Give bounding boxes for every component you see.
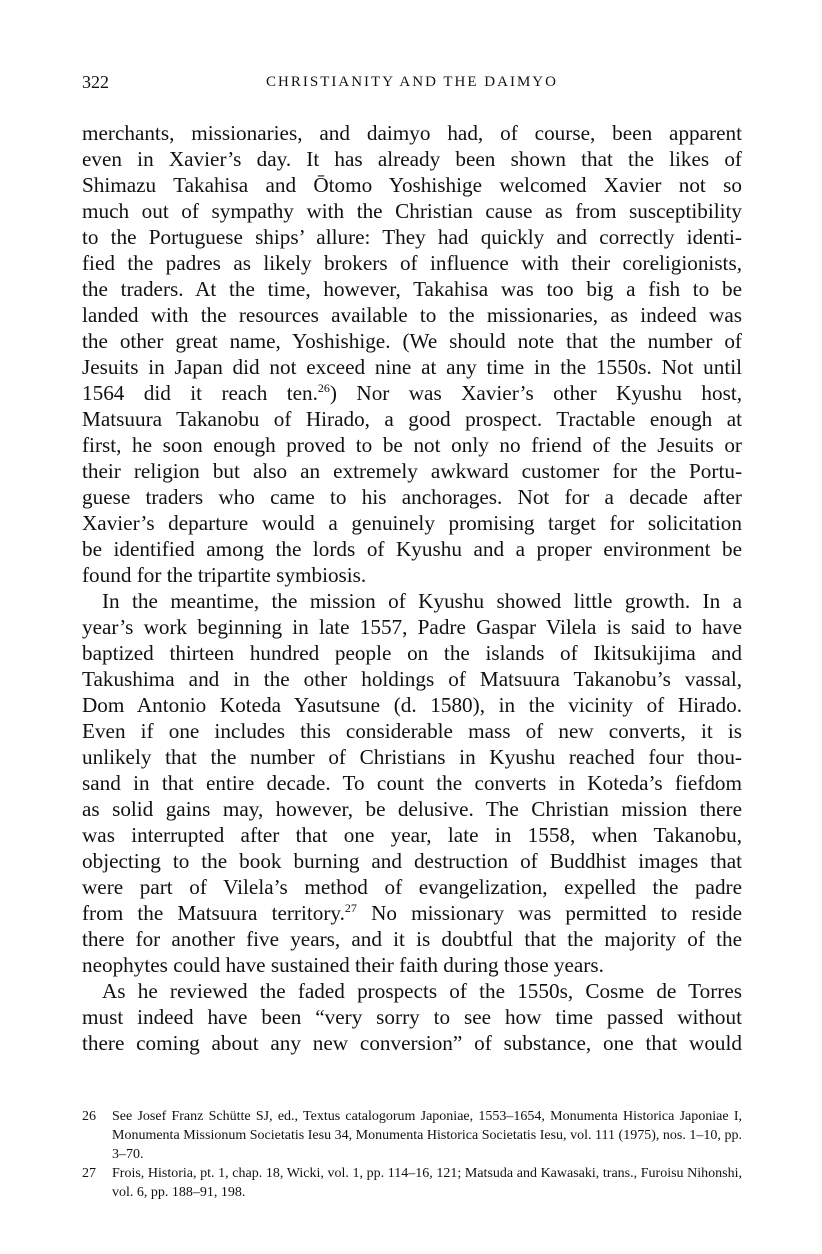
- text-line: objecting to the book burning and destruction of Buddhist images that: [82, 849, 742, 873]
- text-line: there coming about any new conversion” of substance, one that would: [82, 1031, 742, 1055]
- footnote-number: 27: [82, 1166, 96, 1181]
- text-line: be identified among the lords of Kyushu and a proper environment be: [82, 537, 742, 561]
- footnote-ref: 27: [344, 901, 357, 915]
- text-line: neophytes could have sustained their faith during those years.: [82, 953, 604, 977]
- text-line: Xavier’s departure would a genuinely promising target for solicitation: [82, 511, 742, 535]
- text-segment: No missionary was permitted to reside: [356, 901, 742, 925]
- footnotes: [82, 1107, 742, 1202]
- footnote-number: 26: [82, 1109, 96, 1124]
- text-line: their religion but also an extremely awkward customer for the Portu-: [82, 459, 742, 483]
- text-line: Takushima and in the other holdings of Matsuura Takanobu’s vassal,: [82, 667, 742, 691]
- text-line: first, he soon enough proved to be not only no friend of the Jesuits or: [82, 433, 742, 457]
- text-line: Shimazu Takahisa and Ōtomo Yoshishige welcomed Xavier not so: [82, 173, 742, 197]
- text-line: to the Portuguese ships’ allure: They had quickly and correctly identi-: [82, 225, 742, 249]
- footnote-ref: 26: [317, 381, 330, 395]
- text-line: found for the tripartite symbiosis.: [82, 563, 367, 587]
- text-line-with-note: [82, 900, 742, 926]
- text-line-with-note: [82, 380, 742, 406]
- text-line: Even if one includes this considerable mass of new converts, it is: [82, 719, 742, 743]
- body-text: [82, 120, 742, 1056]
- text-line: there for another five years, and it is doubtful that the majority of the: [82, 927, 742, 951]
- text-line: as solid gains may, however, be delusive. The Christian mission there: [82, 797, 742, 821]
- text-line: were part of Vilela’s method of evangelization, expelled the padre: [82, 875, 742, 899]
- text-segment: 1564 did it reach ten.: [82, 381, 318, 405]
- text-line: sand in that entire decade. To count the converts in Koteda’s fiefdom: [82, 771, 742, 795]
- footnote: [82, 1107, 742, 1164]
- text-segment: from the Matsuura territory.: [82, 901, 345, 925]
- paragraph-2: [82, 588, 742, 978]
- footnote: [82, 1164, 742, 1202]
- text-line: was interrupted after that one year, late in 1558, when Takanobu,: [82, 823, 742, 847]
- text-line: the other great name, Yoshishige. (We should note that the number of: [82, 329, 742, 353]
- text-segment: ) Nor was Xavier’s other Kyushu host,: [329, 381, 742, 405]
- footnote-text: Frois, Historia, pt. 1, chap. 18, Wicki, vol. 1, pp. 114–16, 121; Matsuda and Kawasaki, trans., Furoisu Nihonshi, vol. 6, pp. 188–91, 198.: [112, 1166, 742, 1200]
- text-line: In the meantime, the mission of Kyushu showed little growth. In a: [102, 589, 742, 613]
- text-line: Jesuits in Japan did not exceed nine at any time in the 1550s. Not until: [82, 355, 742, 379]
- paragraph-3: [82, 978, 742, 1056]
- text-line: the traders. At the time, however, Takahisa was too big a fish to be: [82, 277, 742, 301]
- text-line: must indeed have been “very sorry to see how time passed without: [82, 1005, 742, 1029]
- text-line: much out of sympathy with the Christian cause as from susceptibility: [82, 199, 742, 223]
- text-line: merchants, missionaries, and daimyo had, of course, been apparent: [82, 121, 742, 145]
- text-line: Dom Antonio Koteda Yasutsune (d. 1580), in the vicinity of Hirado.: [82, 693, 742, 717]
- text-line: As he reviewed the faded prospects of the 1550s, Cosme de Torres: [102, 979, 742, 1003]
- text-line: Matsuura Takanobu of Hirado, a good prospect. Tractable enough at: [82, 407, 742, 431]
- text-line: unlikely that the number of Christians in Kyushu reached four thou-: [82, 745, 742, 769]
- paragraph-1: [82, 120, 742, 588]
- running-head: CHRISTIANITY AND THE DAIMYO: [266, 74, 558, 90]
- text-line: year’s work beginning in late 1557, Padre Gaspar Vilela is said to have: [82, 615, 742, 639]
- text-line: even in Xavier’s day. It has already been shown that the likes of: [82, 147, 742, 171]
- footnote-text: See Josef Franz Schütte SJ, ed., Textus catalogorum Japoniae, 1553–1654, Monumenta Historica Japoniae I, Monumenta Missionum Societatis Iesu 34, Monumenta Historica Societatis Iesu, vol. 111 (1975), nos. 1–10, pp. 3–70.: [112, 1109, 742, 1162]
- text-line: baptized thirteen hundred people on the islands of Ikitsukijima and: [82, 641, 742, 665]
- text-line: fied the padres as likely brokers of influence with their coreligionists,: [82, 251, 742, 275]
- page-header: [82, 72, 742, 98]
- page-number: 322: [82, 72, 109, 92]
- text-line: guese traders who came to his anchorages. Not for a decade after: [82, 485, 742, 509]
- text-line: landed with the resources available to the missionaries, as indeed was: [82, 303, 742, 327]
